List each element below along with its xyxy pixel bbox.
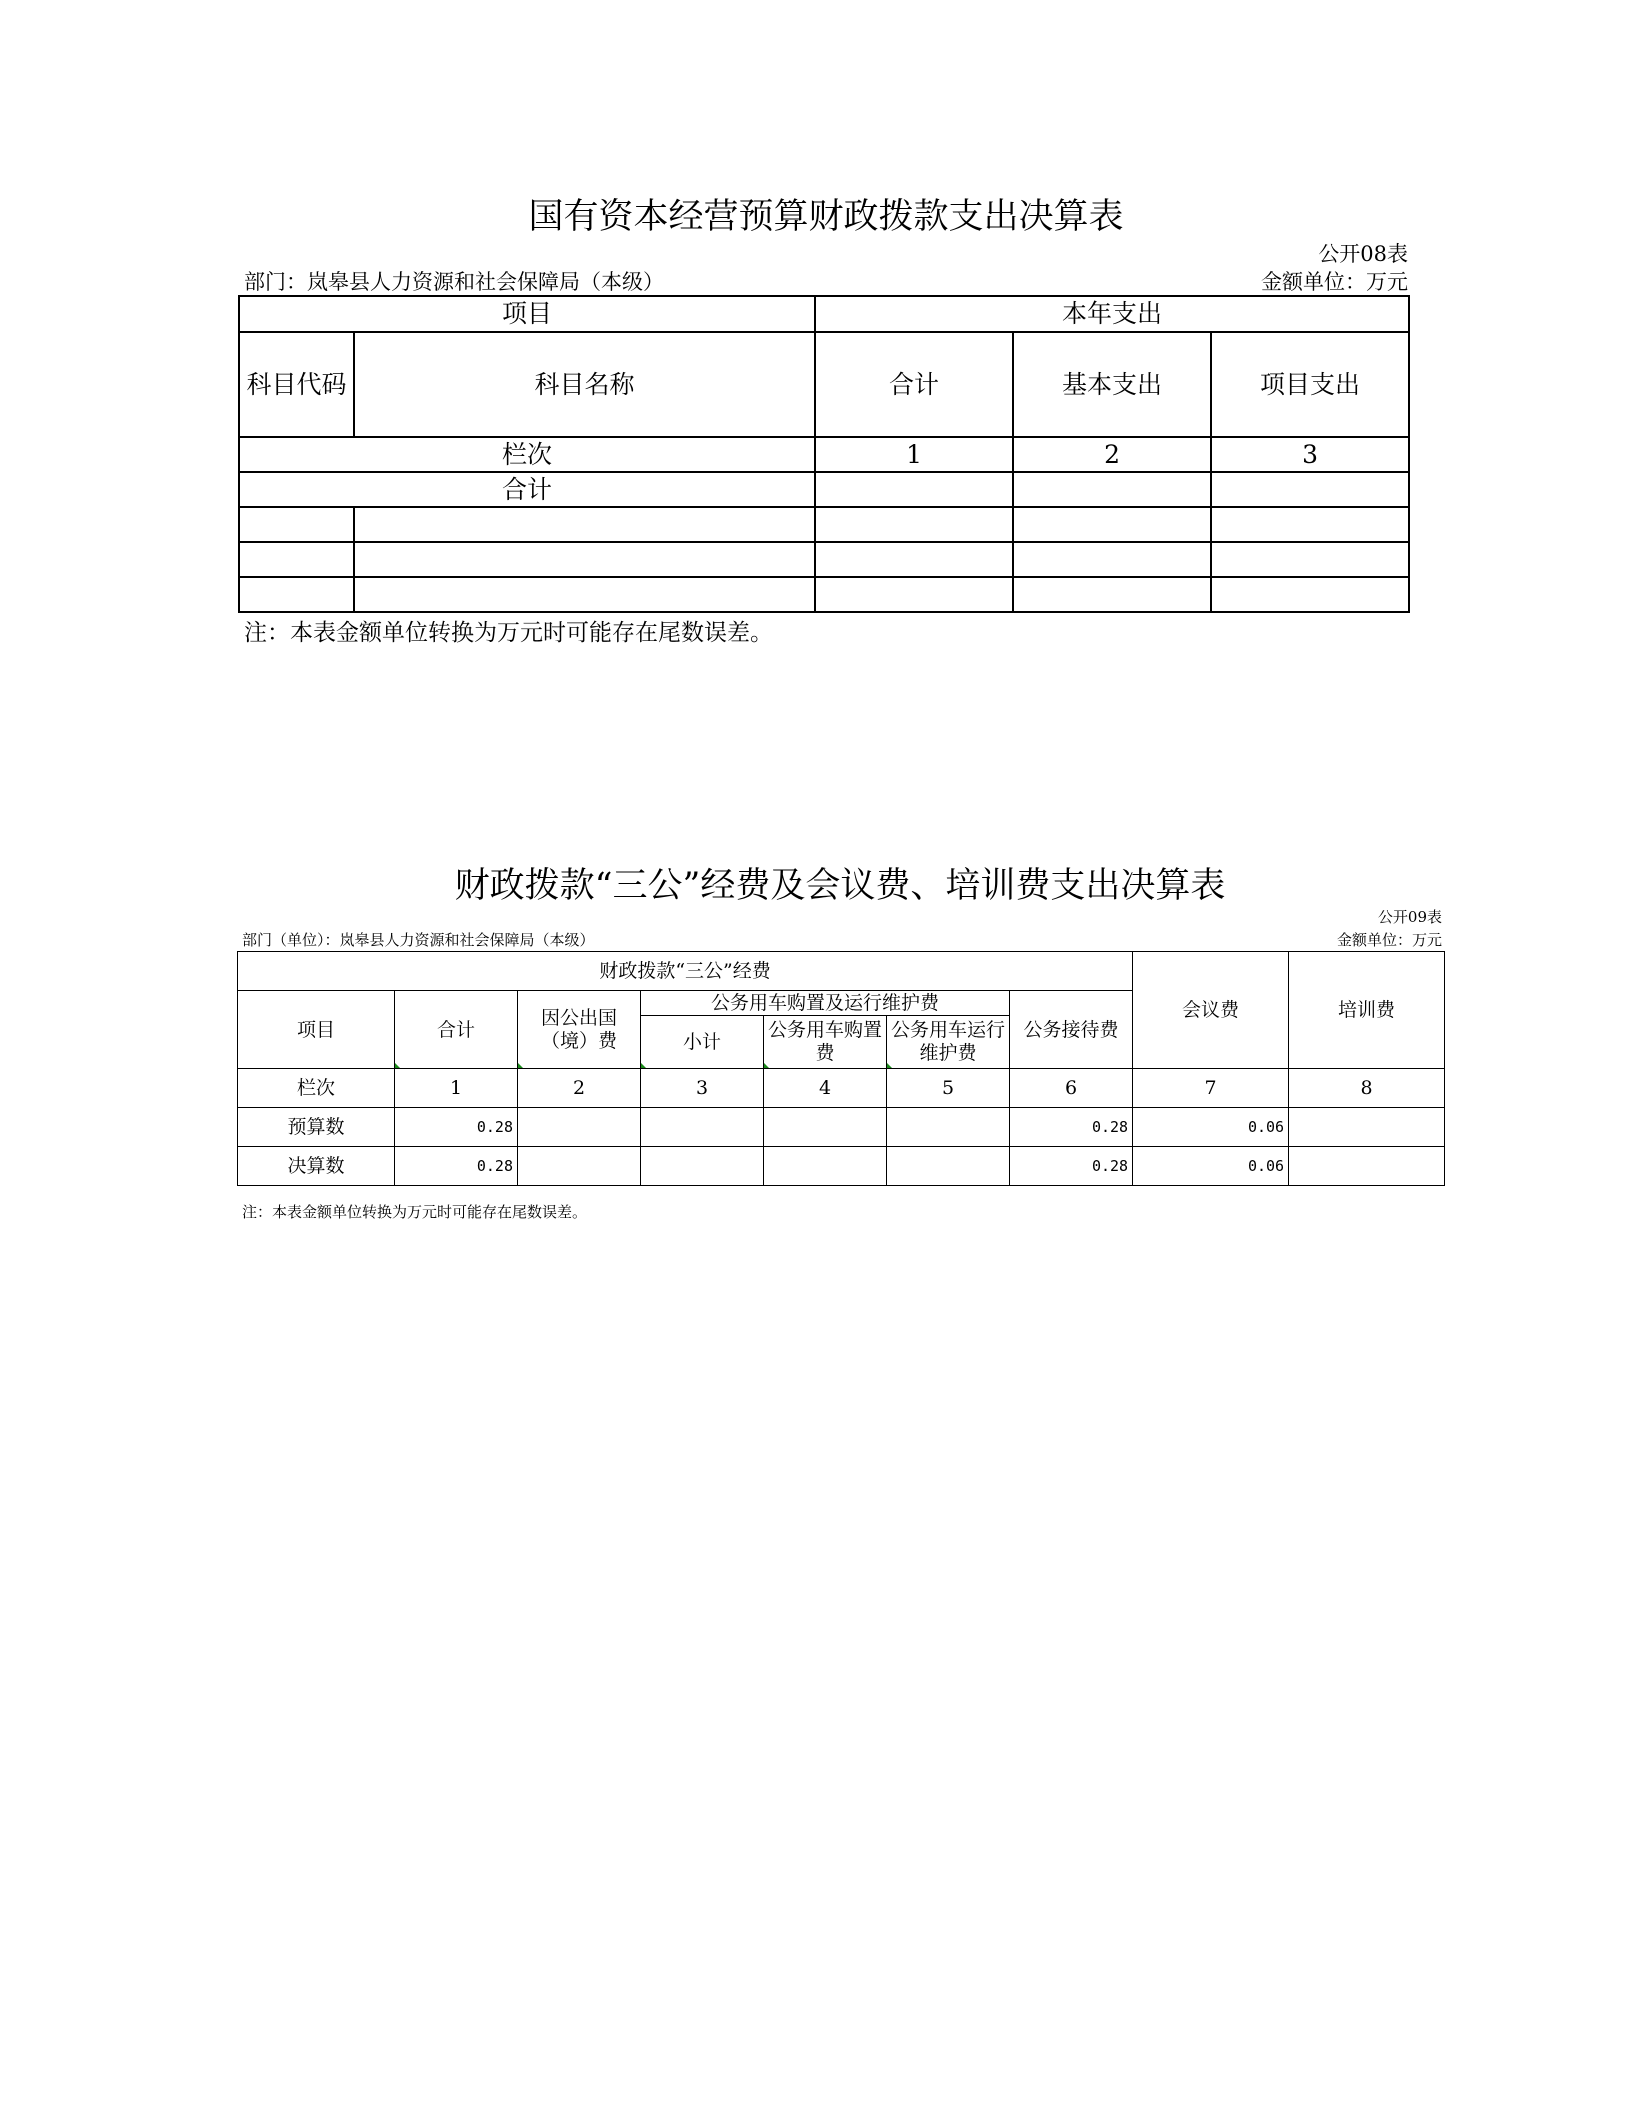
table2-row-label: 决算数 [238,1147,395,1186]
table1-index-label: 栏次 [239,437,815,472]
table2-cell [1289,1147,1445,1186]
table2-header-sangong: 财政拨款“三公”经费 [238,952,1133,991]
table1-index-row [239,437,1409,472]
table1-cell [1211,472,1409,507]
table2-col-subtotal [641,1016,764,1069]
table1-col-project: 项目支出 [1211,332,1409,437]
table-row [239,507,1409,542]
table2-cell [887,1108,1010,1147]
table2-cell [764,1147,887,1186]
table1-total-label: 合计 [239,472,815,507]
table2-cell [641,1108,764,1147]
table2-row-label: 预算数 [238,1108,395,1147]
table1-index-2: 2 [1013,437,1211,472]
table2-col-total-label: 合计 [436,1018,475,1041]
table1-cell [354,542,815,577]
cell-marker-icon [395,1063,400,1068]
table1-cell [1013,507,1211,542]
table2-cell [518,1147,641,1186]
table1-cell [354,577,815,612]
table1-total-row [239,472,1409,507]
table2-col-maintenance-label: 公务用车运行维护费 [890,1019,1005,1064]
table1-cell [815,472,1013,507]
table1-title: 国有资本经营预算财政拨款支出决算表 [528,197,1124,237]
table2-actual-total: 0.28 [395,1147,518,1186]
table1-col-name: 科目名称 [354,332,815,437]
table1-header-row [239,296,1409,332]
table1-cell [815,577,1013,612]
table2-cell [764,1108,887,1147]
table2-form-code: 公开09表 [1377,908,1442,926]
table2-col-item: 项目 [238,991,395,1069]
table2-index-3: 3 [641,1069,764,1108]
table-row [238,1108,1445,1147]
table2-col-reception: 公务接待费 [1010,991,1133,1069]
table2-budget-meeting: 0.06 [1133,1108,1289,1147]
table1-col-basic: 基本支出 [1013,332,1211,437]
table2-header-training: 培训费 [1289,952,1445,1069]
table1-cell [239,542,354,577]
table1-cell [239,577,354,612]
table1-index-1: 1 [815,437,1013,472]
table2-header-row-1 [238,952,1445,991]
table2-header-vehicle: 公务用车购置及运行维护费 [641,991,1010,1016]
table2-cell [641,1147,764,1186]
table2-grid [237,951,1445,1186]
cell-marker-icon [518,1063,523,1068]
table1-header-year-expense: 本年支出 [815,296,1409,332]
table2-cell [518,1108,641,1147]
table2-col-abroad [518,991,641,1069]
table2-actual-meeting: 0.06 [1133,1147,1289,1186]
table1-col-total: 合计 [815,332,1013,437]
table2-col-abroad-label: 因公出国（境）费 [540,1006,617,1052]
table2-department: 部门（单位）：岚皋县人力资源和社会保障局（本级） [242,931,595,949]
table2-cell [887,1147,1010,1186]
table1-cell [1211,577,1409,612]
table2-title: 财政拨款“三公”经费及会议费、培训费支出决算表 [454,866,1226,906]
table1-unit: 金额单位：万元 [1261,270,1408,294]
table2-unit: 金额单位：万元 [1336,931,1442,949]
table2-cell [1289,1108,1445,1147]
table1-cell [1211,507,1409,542]
table1-department: 部门：岚皋县人力资源和社会保障局（本级） [244,270,664,294]
table2-col-purchase [764,1016,887,1069]
table1-cell [354,507,815,542]
table1-header-project: 项目 [239,296,815,332]
table-row [238,1147,1445,1186]
table2-index-6: 6 [1010,1069,1133,1108]
table2-index-7: 7 [1133,1069,1289,1108]
table1-cell [1211,542,1409,577]
table2-col-purchase-label: 公务用车购置费 [767,1019,882,1064]
table1-cell [239,507,354,542]
table2-index-4: 4 [764,1069,887,1108]
table2-col-maintenance [887,1016,1010,1069]
table1-col-code: 科目代码 [239,332,354,437]
table2-index-row [238,1069,1445,1108]
table1-cell [1013,472,1211,507]
table1-index-3: 3 [1211,437,1409,472]
table1-cell [1013,542,1211,577]
table1-column-row [239,332,1409,437]
table-row [239,577,1409,612]
cell-marker-icon [641,1063,646,1068]
cell-marker-icon [887,1063,892,1068]
table2-note: 注：本表金额单位转换为万元时可能存在尾数误差。 [242,1203,588,1221]
table1-note: 注：本表金额单位转换为万元时可能存在尾数误差。 [244,620,773,646]
table1-cell [815,542,1013,577]
table1-cell [815,507,1013,542]
table2-budget-reception: 0.28 [1010,1108,1133,1147]
table1-cell [1013,577,1211,612]
cell-marker-icon [764,1063,769,1068]
table2-index-1: 1 [395,1069,518,1108]
table1-form-code: 公开08表 [1318,242,1408,266]
table2-budget-total: 0.28 [395,1108,518,1147]
table2-index-2: 2 [518,1069,641,1108]
table2-col-subtotal-label: 小计 [682,1031,721,1053]
table2-col-total [395,991,518,1069]
table2-actual-reception: 0.28 [1010,1147,1133,1186]
table2-index-label: 栏次 [238,1069,395,1108]
table-row [239,542,1409,577]
table2-index-5: 5 [887,1069,1010,1108]
table1-grid [238,295,1410,613]
table2-header-meeting: 会议费 [1133,952,1289,1069]
table2-index-8: 8 [1289,1069,1445,1108]
